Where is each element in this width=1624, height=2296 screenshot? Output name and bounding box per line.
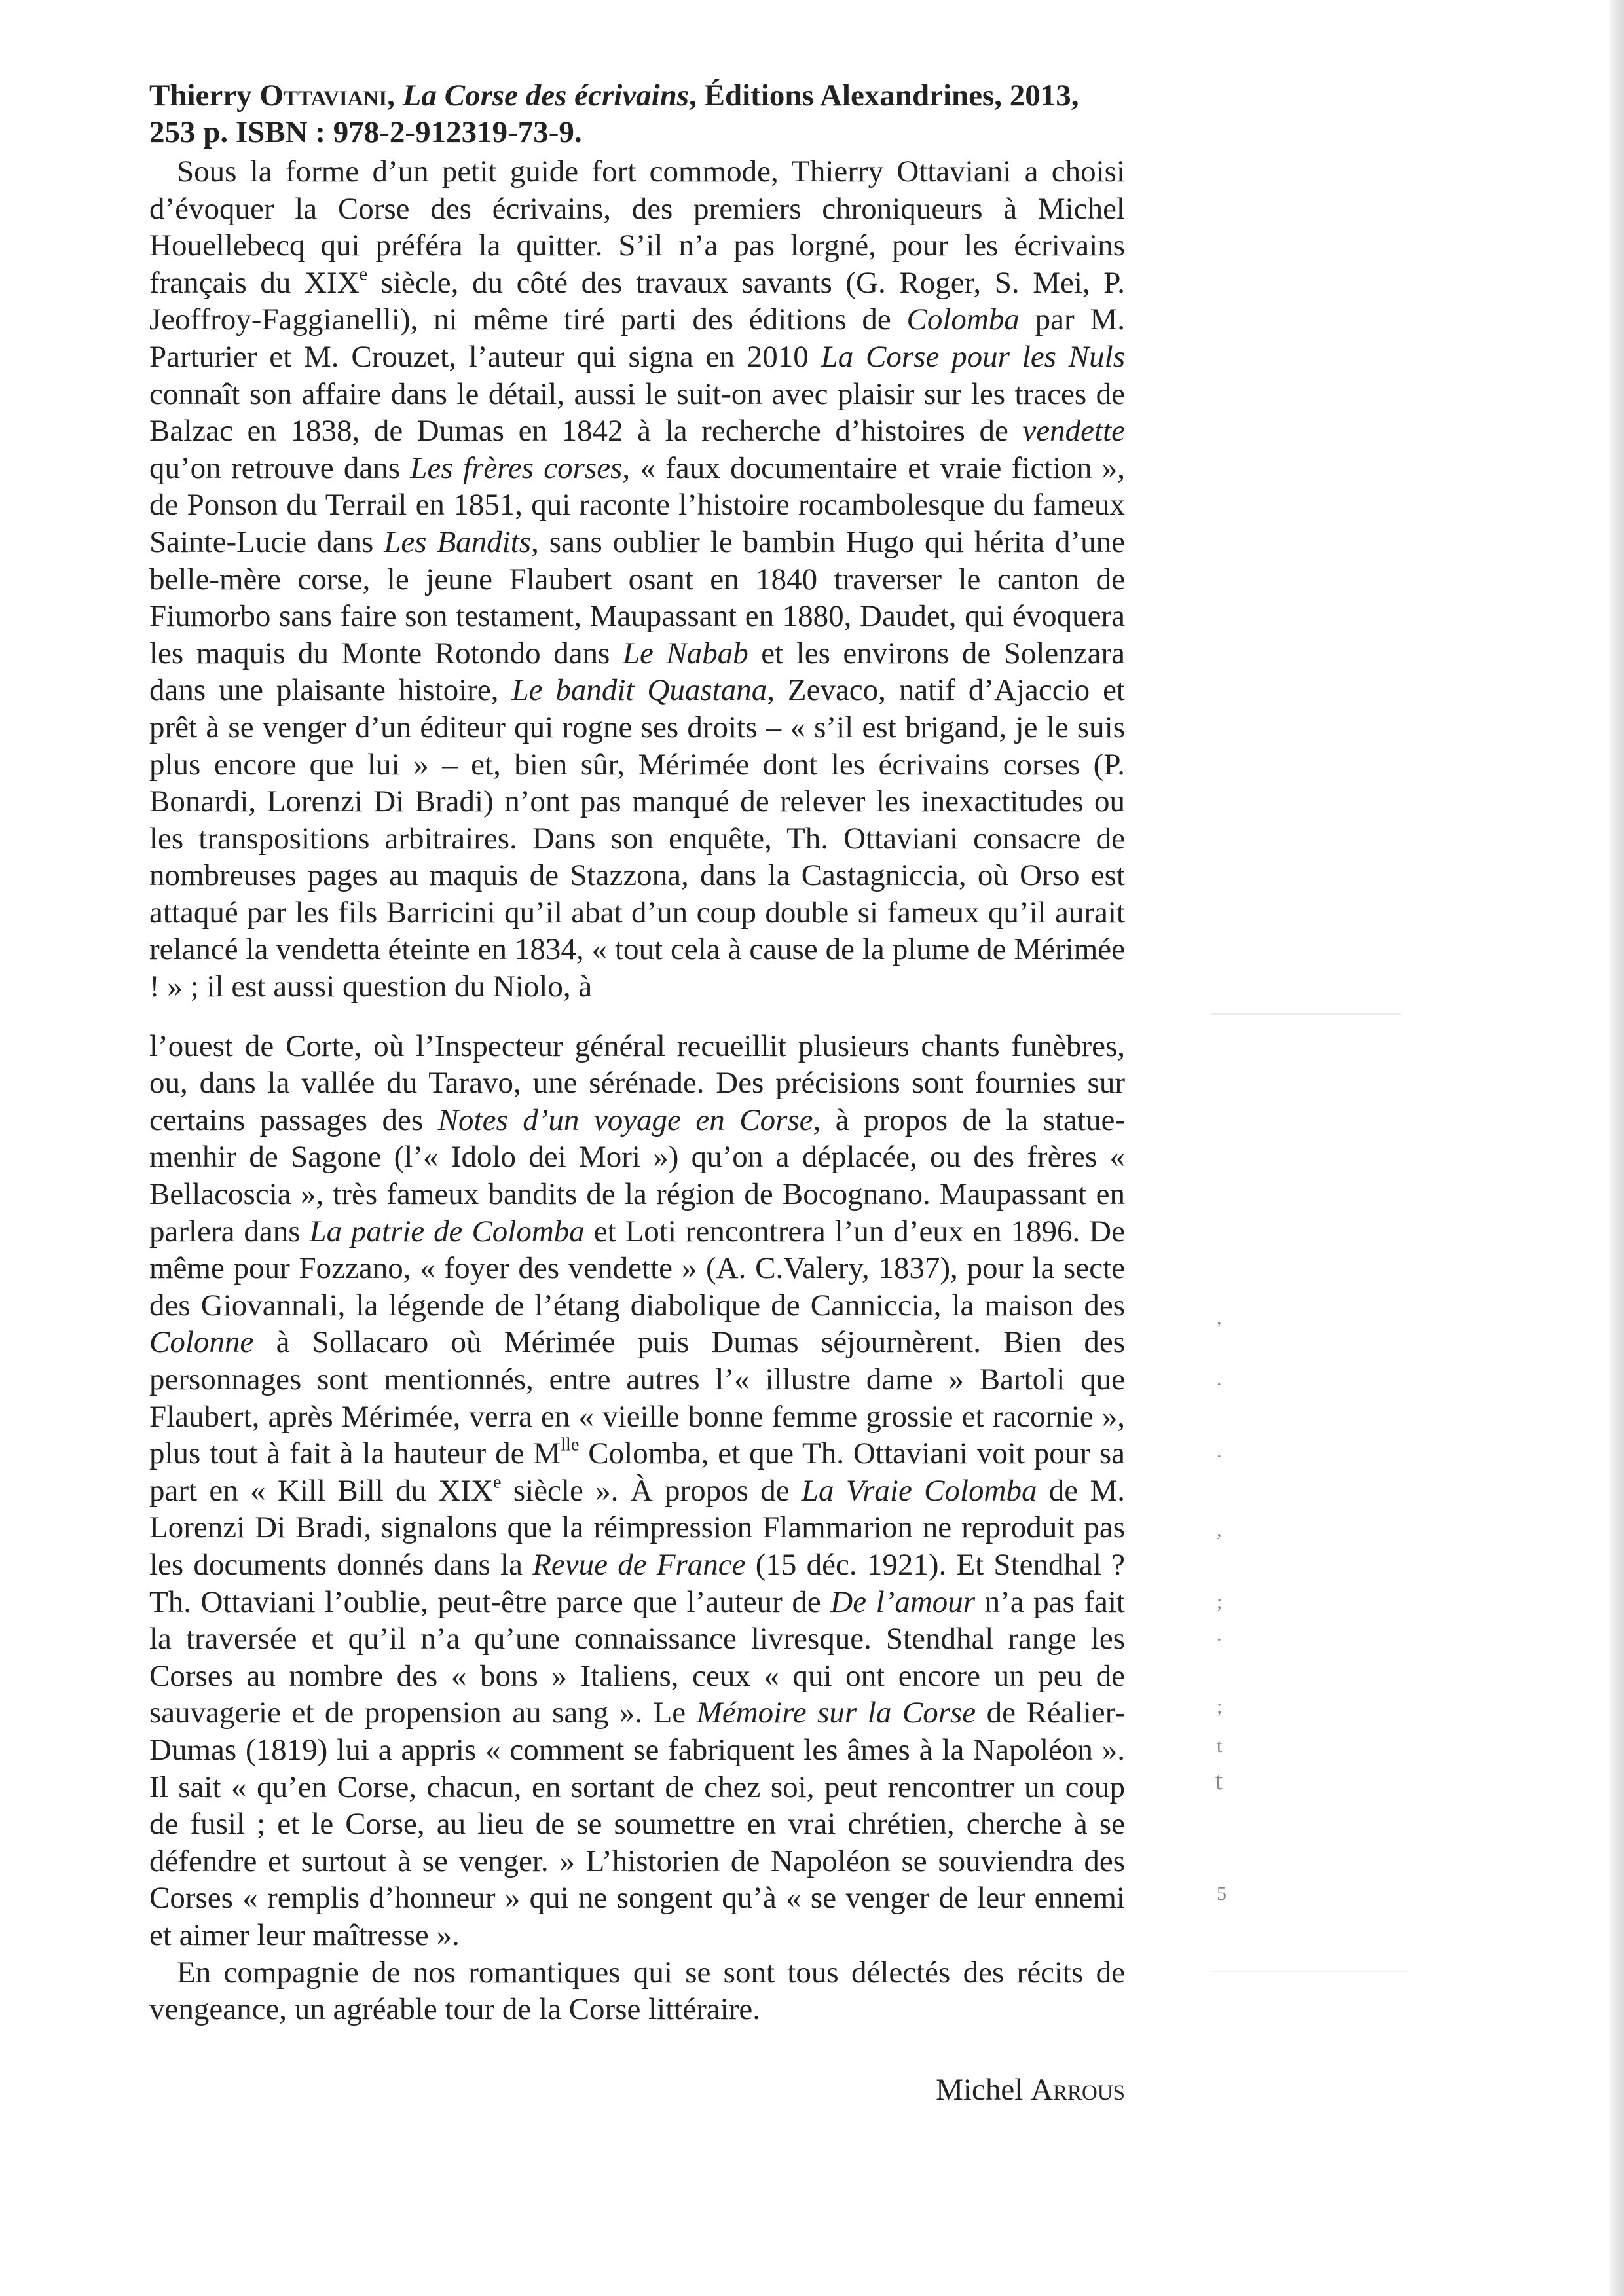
review-header: Thierry Ottaviani, La Corse des écrivains, Éditions Alexandrines, 2013, 253 p. ISBN : 978-2-912319-73-9. bbox=[149, 79, 1079, 149]
margin-mark: t bbox=[1215, 1766, 1223, 1795]
review-paragraph-2: En compagnie de nos romantiques qui se sont tous délectés des récits de vengeance, un agréable tour de la Corse littéraire. bbox=[149, 1955, 1125, 2027]
margin-mark: . bbox=[1217, 1440, 1222, 1462]
scan-rule bbox=[1211, 1013, 1401, 1015]
author-last-name: Ottaviani bbox=[259, 79, 388, 113]
margin-mark: . bbox=[1217, 1368, 1222, 1390]
signature-last-name: Arrous bbox=[1031, 2072, 1125, 2107]
isbn-line: 253 p. ISBN : 978-2-912319-73-9. bbox=[149, 115, 582, 149]
author-first-name: Thierry bbox=[149, 79, 252, 113]
margin-mark: , bbox=[1217, 1519, 1222, 1540]
book-title: La Corse des écrivains bbox=[402, 79, 690, 113]
signature-first-name: Michel bbox=[936, 2072, 1024, 2107]
margin-mark: ; bbox=[1217, 1696, 1223, 1717]
page-edge-shadow bbox=[1610, 0, 1624, 2296]
scan-rule bbox=[1211, 1971, 1408, 1972]
margin-mark: t bbox=[1217, 1735, 1223, 1757]
margin-mark: . bbox=[1217, 1624, 1222, 1645]
publisher-line: , Éditions Alexandrines, 2013, bbox=[689, 79, 1079, 113]
review-paragraph-1: Sous la forme d’un petit guide fort commode, Thierry Ottaviani a choisi d’évoquer la Corse des écrivains, des premiers chroniqueurs à Michel Houellebecq qui préféra la quitter. S’il n’a pas lorgné, pour les écrivains français du XIXe siècle, du côté des travaux savants (G. Roger, S. Mei, P. Jeoffroy-Faggianelli), ni même tiré parti des éditions de Colomba par M. Parturier et M. Crouzet, l’auteur qui signa en 2010 La Corse pour les Nuls connaît son affaire dans le détail, aussi le suit-on avec plaisir sur les traces de Balzac en 1838, de Dumas en 1842 à la recherche d’histoires de vendette qu’on retrouve dans Les frères corses, « faux documentaire et vraie fiction », de Ponson du Terrail en 1851, qui raconte l’histoire rocambolesque du fameux Sainte-Lucie dans Les Bandits, sans oublier le bambin Hugo qui hérita d’une belle-mère corse, le jeune Flaubert osant en 1840 traverser le canton de Fiumorbo sans faire son testament, Maupassant en 1880, Daudet, qui évoquera les maquis du Monte Rotondo dans Le Nabab et les environs de Solenzara dans une plaisante histoire, Le bandit Quastana, Zevaco, natif d’Ajaccio et prêt à se venger d’un éditeur qui rogne ses droits – « s’il est brigand, je le suis plus encore que lui » – et, bien sûr, Mérimée dont les écrivains corses (P. Bonardi, Lorenzi Di Bradi) n’ont pas manqué de relever les inexactitudes ou les transpositions arbitraires. Dans son enquête, Th. Ottaviani consacre de nombreuses pages au maquis de Stazzona, dans la Castagniccia, où Orso est attaqué par les fils Barricini qu’il abat d’un coup double si fameux qu’il aurait relancé la vendetta éteinte en 1834, « tout cela à cause de la plume de Mérimée ! » ; il est aussi question du Niolo, à bbox=[149, 155, 1126, 1004]
review-paragraph-1-continued: l’ouest de Corte, où l’Inspecteur général recueillit plusieurs chants funèbres, ou, dans la vallée du Taravo, une sérénade. Des précisions sont fournies sur certains passages des Notes d’un voyage en Corse, à propos de la statue-menhir de Sagone (l’« Idolo dei Mori ») qu’on a déplacée, ou des frères « Bellacoscia », très fameux bandits de la région de Bocognano. Maupassant en parlera dans La patrie de Colomba et Loti rencontrera l’un d’eux en 1896. De même pour Fozzano, « foyer des vendette » (A. C.Valery, 1837), pour la secte des Giovannali, la légende de l’étang diabolique de Canniccia, la maison des Colonne à Sollacaro où Mérimée puis Dumas séjournèrent. Bien des personnages sont mentionnés, entre autres l’« illustre dame » Bartoli que Flaubert, après Mérimée, verra en « vieille bonne femme grossie et racornie », plus tout à fait à la hauteur de $M^{lle}$ Colomba, et que Th. Ottaviani voit pour sa part en « Kill Bill du XIXe siècle ». À propos de La Vraie Colomba de M. Lorenzi Di Bradi, signalons que la réimpression Flammarion ne reproduit pas les documents donnés dans la Revue de France (15 déc. 1921). Et Stendhal ? Th. Ottaviani l’oublie, peut-être parce que l’auteur de De l’amour n’a pas fait la traversée et qu’il n’a qu’une connaissance livresque. Stendhal range les Corses au nombre des « bons » Italiens, ceux « qui ont encore un peu de sauvagerie et de propension au sang ». Le Mémoire sur la Corse de Réalier-Dumas (1819) lui a appris « comment se fabriquent les âmes à la Napoléon ». Il sait « qu’en Corse, chacun, en sortant de chez soi, peut rencontrer un coup de fusil ; et le Corse, au lieu de se soumettre en vrai chrétien, cherche à se défendre et surtout à se venger. » L’historien de Napoléon se souviendra des Corses « remplis d’honneur » qui ne songent qu’à « se venger de leur ennemi et aimer leur maîtresse ». bbox=[149, 1029, 1126, 1952]
margin-mark: ; bbox=[1217, 1591, 1223, 1613]
margin-mark: 5 bbox=[1217, 1883, 1227, 1904]
margin-mark: , bbox=[1217, 1307, 1222, 1328]
review-signature bbox=[149, 2071, 1125, 2109]
book-review bbox=[149, 77, 1125, 2108]
